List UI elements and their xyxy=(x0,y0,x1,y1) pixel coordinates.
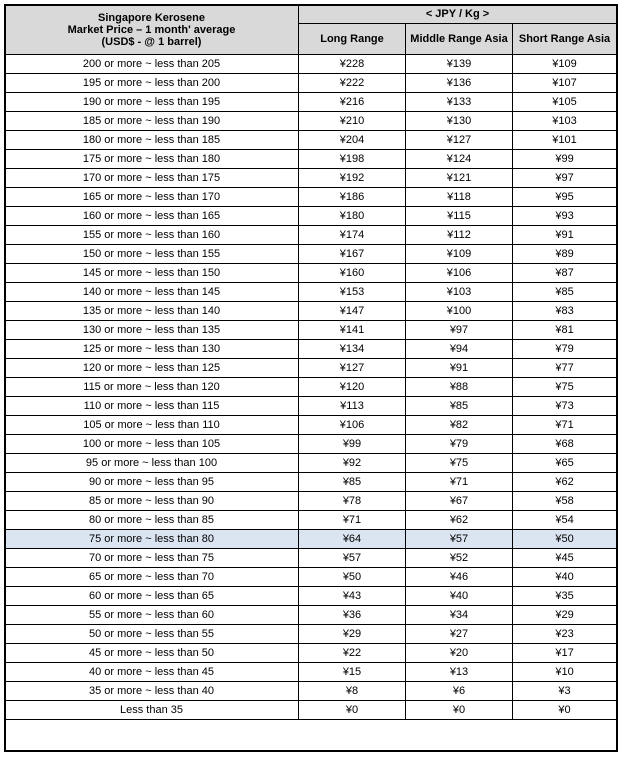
short-range-cell: ¥93 xyxy=(513,207,617,226)
short-range-cell: ¥3 xyxy=(513,682,617,701)
price-table xyxy=(4,4,617,720)
table-row xyxy=(5,378,617,397)
range-cell: 90 or more ~ less than 95 xyxy=(5,473,299,492)
range-cell: 100 or more ~ less than 105 xyxy=(5,435,299,454)
middle-range-cell: ¥88 xyxy=(406,378,513,397)
table-row xyxy=(5,283,617,302)
long-range-cell: ¥160 xyxy=(299,264,406,283)
middle-range-cell: ¥0 xyxy=(406,701,513,720)
table-row xyxy=(5,644,617,663)
table-row xyxy=(5,416,617,435)
short-range-cell: ¥87 xyxy=(513,264,617,283)
col-header-short-range-asia: Short Range Asia xyxy=(513,24,617,55)
middle-range-cell: ¥136 xyxy=(406,74,513,93)
long-range-cell: ¥204 xyxy=(299,131,406,150)
long-range-cell: ¥141 xyxy=(299,321,406,340)
middle-range-cell: ¥40 xyxy=(406,587,513,606)
table-row xyxy=(5,492,617,511)
short-range-cell: ¥62 xyxy=(513,473,617,492)
range-cell: 70 or more ~ less than 75 xyxy=(5,549,299,568)
table-header xyxy=(5,5,617,55)
range-cell: 160 or more ~ less than 165 xyxy=(5,207,299,226)
table-row xyxy=(5,131,617,150)
row-label-header xyxy=(5,5,299,55)
long-range-cell: ¥64 xyxy=(299,530,406,549)
range-cell: 180 or more ~ less than 185 xyxy=(5,131,299,150)
long-range-cell: ¥222 xyxy=(299,74,406,93)
short-range-cell: ¥45 xyxy=(513,549,617,568)
middle-range-cell: ¥112 xyxy=(406,226,513,245)
long-range-cell: ¥0 xyxy=(299,701,406,720)
middle-range-cell: ¥130 xyxy=(406,112,513,131)
range-cell: 150 or more ~ less than 155 xyxy=(5,245,299,264)
table-row xyxy=(5,701,617,720)
short-range-cell: ¥65 xyxy=(513,454,617,473)
middle-range-cell: ¥79 xyxy=(406,435,513,454)
range-cell: 40 or more ~ less than 45 xyxy=(5,663,299,682)
short-range-cell: ¥105 xyxy=(513,93,617,112)
row-label-line-3: (USD$ - @ 1 barrel) xyxy=(101,35,202,48)
short-range-cell: ¥71 xyxy=(513,416,617,435)
short-range-cell: ¥73 xyxy=(513,397,617,416)
table-row xyxy=(5,188,617,207)
table-row xyxy=(5,663,617,682)
table-row xyxy=(5,606,617,625)
short-range-cell: ¥85 xyxy=(513,283,617,302)
short-range-cell: ¥0 xyxy=(513,701,617,720)
range-cell: 60 or more ~ less than 65 xyxy=(5,587,299,606)
short-range-cell: ¥77 xyxy=(513,359,617,378)
middle-range-cell: ¥91 xyxy=(406,359,513,378)
range-cell: 145 or more ~ less than 150 xyxy=(5,264,299,283)
range-cell: 200 or more ~ less than 205 xyxy=(5,55,299,74)
short-range-cell: ¥50 xyxy=(513,530,617,549)
table-row xyxy=(5,264,617,283)
short-range-cell: ¥29 xyxy=(513,606,617,625)
long-range-cell: ¥174 xyxy=(299,226,406,245)
short-range-cell: ¥109 xyxy=(513,55,617,74)
middle-range-cell: ¥103 xyxy=(406,283,513,302)
middle-range-cell: ¥6 xyxy=(406,682,513,701)
range-cell: 75 or more ~ less than 80 xyxy=(5,530,299,549)
middle-range-cell: ¥75 xyxy=(406,454,513,473)
range-cell: 130 or more ~ less than 135 xyxy=(5,321,299,340)
range-cell: 95 or more ~ less than 100 xyxy=(5,454,299,473)
range-cell: 50 or more ~ less than 55 xyxy=(5,625,299,644)
range-cell: Less than 35 xyxy=(5,701,299,720)
range-cell: 120 or more ~ less than 125 xyxy=(5,359,299,378)
short-range-cell: ¥81 xyxy=(513,321,617,340)
range-cell: 185 or more ~ less than 190 xyxy=(5,112,299,131)
table-row xyxy=(5,93,617,112)
short-range-cell: ¥35 xyxy=(513,587,617,606)
middle-range-cell: ¥139 xyxy=(406,55,513,74)
price-table-container xyxy=(4,4,617,720)
table-row xyxy=(5,112,617,131)
range-cell: 45 or more ~ less than 50 xyxy=(5,644,299,663)
long-range-cell: ¥29 xyxy=(299,625,406,644)
middle-range-cell: ¥34 xyxy=(406,606,513,625)
long-range-cell: ¥127 xyxy=(299,359,406,378)
long-range-cell: ¥106 xyxy=(299,416,406,435)
long-range-cell: ¥99 xyxy=(299,435,406,454)
long-range-cell: ¥8 xyxy=(299,682,406,701)
long-range-cell: ¥22 xyxy=(299,644,406,663)
short-range-cell: ¥68 xyxy=(513,435,617,454)
col-header-long-range: Long Range xyxy=(299,24,406,55)
middle-range-cell: ¥106 xyxy=(406,264,513,283)
range-cell: 155 or more ~ less than 160 xyxy=(5,226,299,245)
long-range-cell: ¥15 xyxy=(299,663,406,682)
short-range-cell: ¥54 xyxy=(513,511,617,530)
range-cell: 165 or more ~ less than 170 xyxy=(5,188,299,207)
middle-range-cell: ¥71 xyxy=(406,473,513,492)
long-range-cell: ¥186 xyxy=(299,188,406,207)
table-row xyxy=(5,530,617,549)
table-row xyxy=(5,74,617,93)
long-range-cell: ¥78 xyxy=(299,492,406,511)
long-range-cell: ¥192 xyxy=(299,169,406,188)
range-cell: 190 or more ~ less than 195 xyxy=(5,93,299,112)
table-row xyxy=(5,435,617,454)
table-row xyxy=(5,340,617,359)
long-range-cell: ¥153 xyxy=(299,283,406,302)
long-range-cell: ¥134 xyxy=(299,340,406,359)
table-row xyxy=(5,568,617,587)
middle-range-cell: ¥85 xyxy=(406,397,513,416)
long-range-cell: ¥210 xyxy=(299,112,406,131)
middle-range-cell: ¥46 xyxy=(406,568,513,587)
table-row xyxy=(5,587,617,606)
long-range-cell: ¥113 xyxy=(299,397,406,416)
table-row xyxy=(5,150,617,169)
row-label-line-2: Market Price – 1 month' average xyxy=(67,23,236,36)
table-row xyxy=(5,473,617,492)
short-range-cell: ¥91 xyxy=(513,226,617,245)
long-range-cell: ¥71 xyxy=(299,511,406,530)
range-cell: 85 or more ~ less than 90 xyxy=(5,492,299,511)
short-range-cell: ¥103 xyxy=(513,112,617,131)
long-range-cell: ¥57 xyxy=(299,549,406,568)
range-cell: 135 or more ~ less than 140 xyxy=(5,302,299,321)
table-row xyxy=(5,625,617,644)
long-range-cell: ¥198 xyxy=(299,150,406,169)
middle-range-cell: ¥124 xyxy=(406,150,513,169)
range-cell: 115 or more ~ less than 120 xyxy=(5,378,299,397)
table-row xyxy=(5,302,617,321)
short-range-cell: ¥97 xyxy=(513,169,617,188)
short-range-cell: ¥95 xyxy=(513,188,617,207)
long-range-cell: ¥228 xyxy=(299,55,406,74)
table-row xyxy=(5,549,617,568)
table-row xyxy=(5,511,617,530)
middle-range-cell: ¥97 xyxy=(406,321,513,340)
short-range-cell: ¥83 xyxy=(513,302,617,321)
short-range-cell: ¥58 xyxy=(513,492,617,511)
middle-range-cell: ¥100 xyxy=(406,302,513,321)
short-range-cell: ¥10 xyxy=(513,663,617,682)
short-range-cell: ¥23 xyxy=(513,625,617,644)
middle-range-cell: ¥67 xyxy=(406,492,513,511)
middle-range-cell: ¥121 xyxy=(406,169,513,188)
range-cell: 65 or more ~ less than 70 xyxy=(5,568,299,587)
table-row xyxy=(5,226,617,245)
long-range-cell: ¥36 xyxy=(299,606,406,625)
range-cell: 170 or more ~ less than 175 xyxy=(5,169,299,188)
range-cell: 195 or more ~ less than 200 xyxy=(5,74,299,93)
long-range-cell: ¥167 xyxy=(299,245,406,264)
middle-range-cell: ¥133 xyxy=(406,93,513,112)
middle-range-cell: ¥27 xyxy=(406,625,513,644)
table-row xyxy=(5,454,617,473)
range-cell: 55 or more ~ less than 60 xyxy=(5,606,299,625)
long-range-cell: ¥43 xyxy=(299,587,406,606)
short-range-cell: ¥75 xyxy=(513,378,617,397)
range-cell: 35 or more ~ less than 40 xyxy=(5,682,299,701)
long-range-cell: ¥85 xyxy=(299,473,406,492)
long-range-cell: ¥216 xyxy=(299,93,406,112)
middle-range-cell: ¥94 xyxy=(406,340,513,359)
middle-range-cell: ¥109 xyxy=(406,245,513,264)
middle-range-cell: ¥82 xyxy=(406,416,513,435)
table-body xyxy=(5,55,617,720)
table-row xyxy=(5,397,617,416)
middle-range-cell: ¥13 xyxy=(406,663,513,682)
table-row xyxy=(5,321,617,340)
table-row xyxy=(5,682,617,701)
long-range-cell: ¥120 xyxy=(299,378,406,397)
range-cell: 105 or more ~ less than 110 xyxy=(5,416,299,435)
middle-range-cell: ¥118 xyxy=(406,188,513,207)
short-range-cell: ¥101 xyxy=(513,131,617,150)
middle-range-cell: ¥62 xyxy=(406,511,513,530)
table-row xyxy=(5,169,617,188)
currency-group-header: < JPY / Kg > xyxy=(299,5,617,24)
short-range-cell: ¥99 xyxy=(513,150,617,169)
range-cell: 175 or more ~ less than 180 xyxy=(5,150,299,169)
middle-range-cell: ¥57 xyxy=(406,530,513,549)
middle-range-cell: ¥127 xyxy=(406,131,513,150)
col-header-middle-range-asia: Middle Range Asia xyxy=(406,24,513,55)
range-cell: 140 or more ~ less than 145 xyxy=(5,283,299,302)
long-range-cell: ¥147 xyxy=(299,302,406,321)
table-row xyxy=(5,207,617,226)
middle-range-cell: ¥115 xyxy=(406,207,513,226)
range-cell: 80 or more ~ less than 85 xyxy=(5,511,299,530)
middle-range-cell: ¥52 xyxy=(406,549,513,568)
middle-range-cell: ¥20 xyxy=(406,644,513,663)
long-range-cell: ¥50 xyxy=(299,568,406,587)
long-range-cell: ¥92 xyxy=(299,454,406,473)
short-range-cell: ¥40 xyxy=(513,568,617,587)
table-row xyxy=(5,359,617,378)
short-range-cell: ¥89 xyxy=(513,245,617,264)
long-range-cell: ¥180 xyxy=(299,207,406,226)
short-range-cell: ¥107 xyxy=(513,74,617,93)
range-cell: 125 or more ~ less than 130 xyxy=(5,340,299,359)
short-range-cell: ¥79 xyxy=(513,340,617,359)
table-row xyxy=(5,55,617,74)
range-cell: 110 or more ~ less than 115 xyxy=(5,397,299,416)
short-range-cell: ¥17 xyxy=(513,644,617,663)
table-row xyxy=(5,245,617,264)
row-label-line-1: Singapore Kerosene xyxy=(98,11,205,24)
